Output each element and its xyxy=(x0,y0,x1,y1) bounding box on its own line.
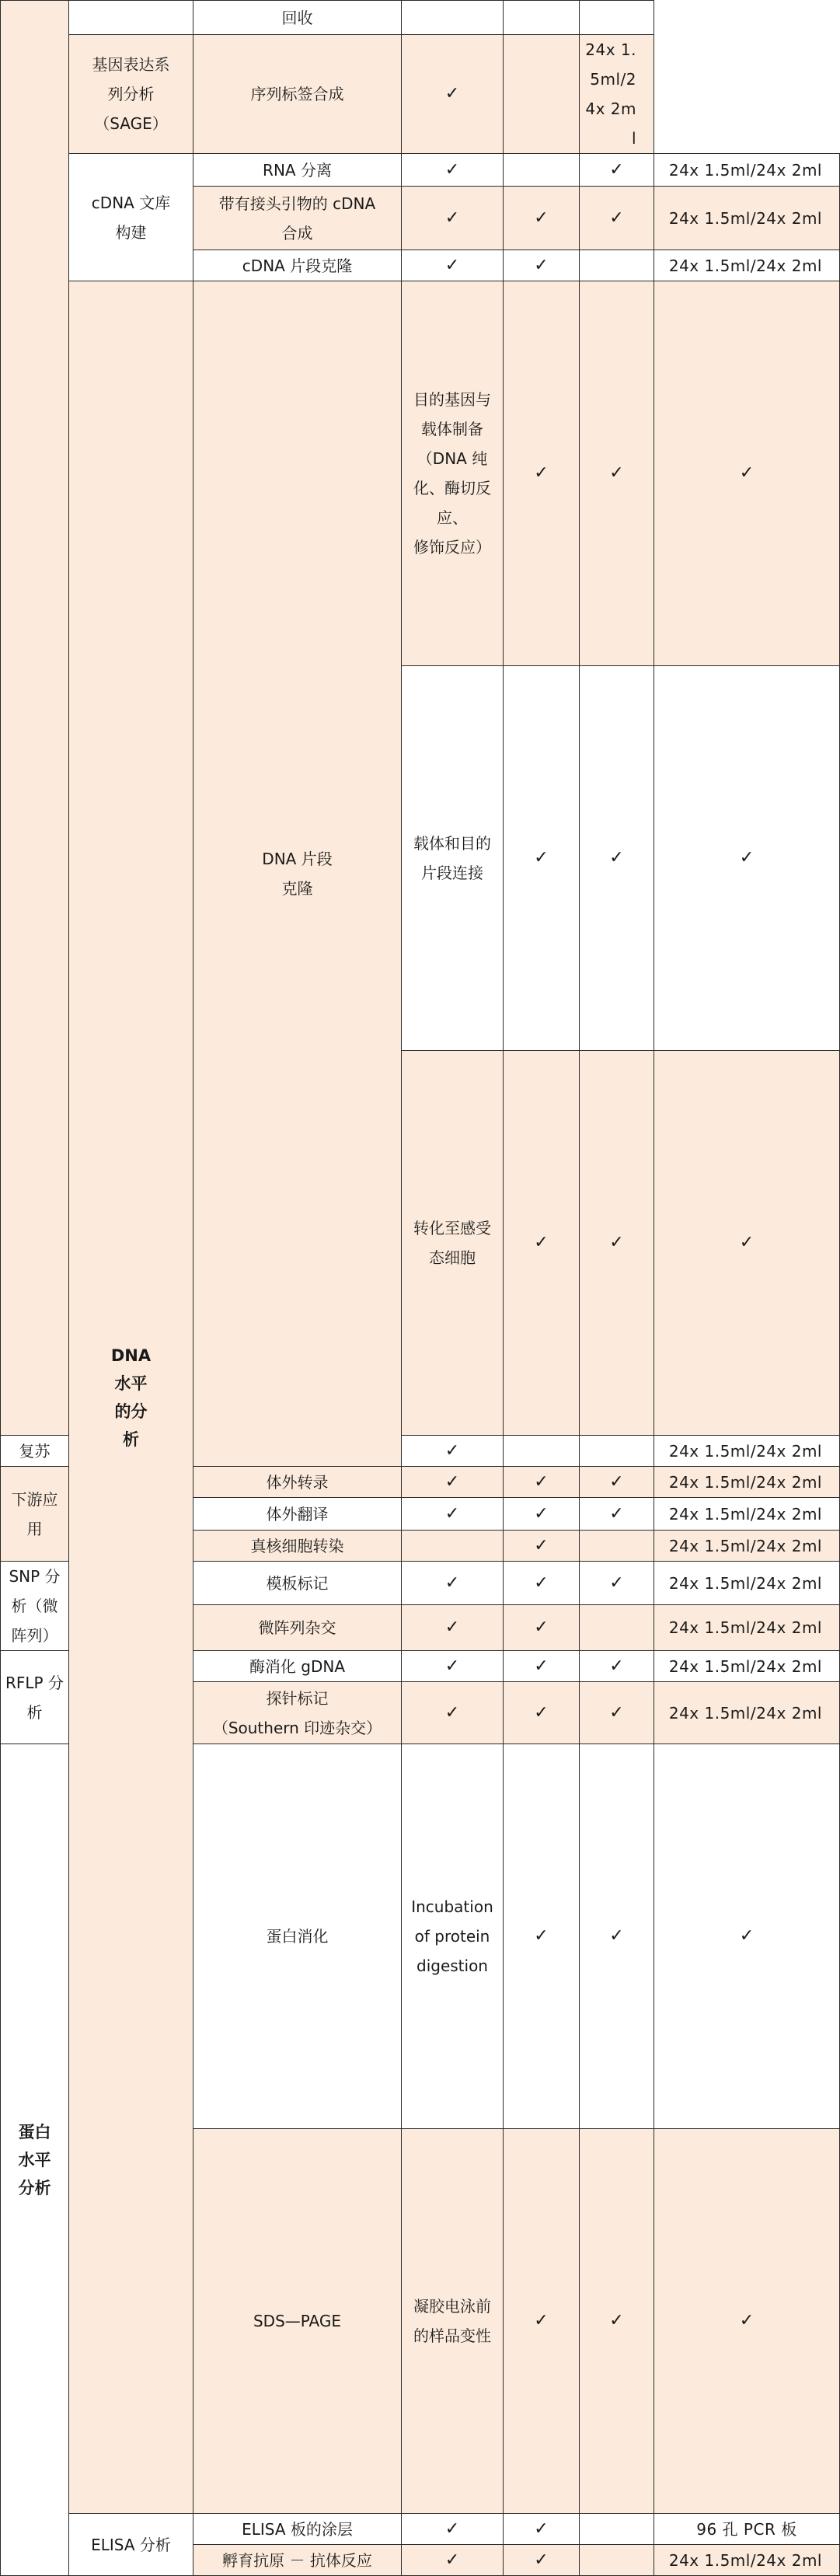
step-cell xyxy=(193,250,402,281)
cell-text: 24x 1.5ml/24x 2ml xyxy=(668,160,822,180)
step-cell xyxy=(402,2129,504,2514)
check-mark-icon xyxy=(402,1467,504,1498)
tube-format-cell xyxy=(654,1498,840,1531)
step-cell xyxy=(193,1,402,35)
cell-text: ✓ xyxy=(444,208,460,228)
check-mark-icon xyxy=(504,1531,580,1562)
tube-format-cell xyxy=(654,2545,840,2576)
check-mark-icon xyxy=(580,1562,654,1605)
check-cell-b xyxy=(504,1436,580,1467)
cell-text: 24x 1.5ml/24x 2ml xyxy=(668,1441,822,1461)
table-row xyxy=(1,35,840,154)
cell-text: 24x 1.5ml/24x 2ml xyxy=(668,1472,822,1492)
cell-text: 蛋白 xyxy=(18,2122,51,2141)
check-mark-icon xyxy=(580,154,654,187)
cell-text: 析 xyxy=(123,1429,139,1449)
check-mark-icon xyxy=(504,1467,580,1498)
cell-text: DNA 片段 xyxy=(262,850,333,868)
check-mark-icon xyxy=(654,2129,840,2514)
cell-text: ✓ xyxy=(609,463,624,483)
step-cell xyxy=(193,154,402,187)
cell-text: ✓ xyxy=(739,848,755,867)
tube-format-cell xyxy=(654,1605,840,1651)
cell-text: 24x 1.5ml/24x 2ml xyxy=(668,208,822,228)
step-cell xyxy=(193,1562,402,1605)
method-cell xyxy=(1,1467,69,1562)
check-mark-icon xyxy=(504,281,580,666)
method-cell xyxy=(193,281,402,1467)
check-mark-icon xyxy=(580,1651,654,1682)
cell-text: 96 孔 PCR 板 xyxy=(696,2519,797,2539)
cell-text: ✓ xyxy=(534,2311,549,2330)
cell-text: 24x 1.5ml/24x 2ml xyxy=(668,1656,822,1676)
table-row xyxy=(1,281,840,666)
method-cell xyxy=(1,1651,69,1744)
cell-text: 合成 xyxy=(281,223,313,243)
check-cell-b xyxy=(504,154,580,187)
tube-format-cell xyxy=(654,154,840,187)
cell-text: ✓ xyxy=(534,463,549,483)
check-mark-icon xyxy=(654,1744,840,2129)
cell-text: 24x 1.5ml/24x 2ml xyxy=(585,40,636,148)
cell-text: ✓ xyxy=(534,2518,549,2539)
step-cell xyxy=(193,2545,402,2576)
cell-text: 24x 1.5ml/24x 2ml xyxy=(668,1536,822,1555)
cell-text: SDS—PAGE xyxy=(253,2312,342,2330)
check-cell-c xyxy=(580,2514,654,2545)
cell-text: ✓ xyxy=(534,208,549,228)
cell-text: 带有接头引物的 cDNA xyxy=(218,194,376,213)
cell-text: 孵育抗原 － 抗体反应 xyxy=(222,2550,372,2570)
cell-text: RFLP 分析 xyxy=(5,1673,64,1722)
cell-text: ✓ xyxy=(739,463,755,483)
cell-text: 体外转录 xyxy=(266,1472,329,1492)
cell-text: ✓ xyxy=(444,84,460,103)
cell-text: 24x 1.5ml/24x 2ml xyxy=(668,1703,822,1723)
cell-text: ✓ xyxy=(534,1702,549,1723)
cell-text: 凝胶电泳前的样品变性 xyxy=(413,2297,491,2345)
cell-text: cDNA 片段克隆 xyxy=(242,256,353,275)
step-cell xyxy=(402,281,504,666)
cell-text: ELISA 分析 xyxy=(91,2535,171,2554)
check-mark-icon xyxy=(654,281,840,666)
cell-text: ✓ xyxy=(609,1572,624,1593)
cell-text: ✓ xyxy=(444,1471,460,1492)
cell-text: 酶消化 gDNA xyxy=(249,1656,346,1676)
cell-text: RNA 分离 xyxy=(263,160,332,180)
cell-text: ✓ xyxy=(609,159,624,180)
method-cell xyxy=(69,35,193,154)
cell-text: 的分 xyxy=(114,1401,148,1421)
tube-format-cell xyxy=(654,1562,840,1605)
check-mark-icon xyxy=(504,2514,580,2545)
cell-text: 基因表达系 xyxy=(92,55,170,74)
table-row xyxy=(1,1,840,35)
check-mark-icon xyxy=(402,154,504,187)
cell-text: ✓ xyxy=(534,1233,549,1252)
cell-text: 体外翻译 xyxy=(266,1504,329,1524)
cell-text: ✓ xyxy=(444,1440,460,1461)
cell-text: ✓ xyxy=(609,1233,624,1252)
check-mark-icon xyxy=(504,1051,580,1436)
cell-text: 修饰反应） xyxy=(413,538,491,557)
cell-text: ✓ xyxy=(609,848,624,867)
cell-text: 转化至感受态细胞 xyxy=(413,1219,491,1267)
cell-text: ✓ xyxy=(444,2550,460,2570)
check-mark-icon xyxy=(504,1651,580,1682)
cell-text: ✓ xyxy=(739,1926,755,1946)
category-cell xyxy=(69,281,193,2514)
cell-text: （Southern 印迹杂交） xyxy=(212,1718,382,1737)
cell-text: Incubation of protein xyxy=(411,1897,493,1946)
cell-text: 回收 xyxy=(281,8,313,27)
cell-text: 列分析 xyxy=(107,85,155,103)
cell-text: 微阵列杂交 xyxy=(258,1618,336,1638)
step-cell xyxy=(193,35,402,154)
check-mark-icon xyxy=(504,250,580,281)
check-mark-icon xyxy=(504,666,580,1051)
check-mark-icon xyxy=(580,281,654,666)
check-mark-icon xyxy=(580,1051,654,1436)
step-cell xyxy=(402,1051,504,1436)
method-cell xyxy=(69,1,193,35)
tube-format-cell xyxy=(580,1,654,35)
cell-text: 24x 1.5ml/24x 2ml xyxy=(668,2550,822,2570)
table-body xyxy=(1,1,840,2576)
check-mark-icon xyxy=(402,1498,504,1531)
cell-text: ✓ xyxy=(444,255,460,275)
cell-text: 24x 1.5ml/24x 2ml xyxy=(668,1618,822,1638)
step-cell xyxy=(193,2514,402,2545)
cell-text: ✓ xyxy=(609,1656,624,1676)
cell-text: ✓ xyxy=(534,848,549,867)
step-cell xyxy=(193,1682,402,1744)
tube-format-cell xyxy=(654,1436,840,1467)
cell-text: ✓ xyxy=(444,1656,460,1676)
check-mark-icon xyxy=(504,1498,580,1531)
cell-text: ✓ xyxy=(609,1503,624,1524)
cell-text: ✓ xyxy=(534,1572,549,1593)
cell-text: 水平 xyxy=(114,1374,148,1393)
check-mark-icon xyxy=(402,2545,504,2576)
tube-format-cell xyxy=(580,35,654,154)
check-mark-icon xyxy=(580,1467,654,1498)
check-mark-icon xyxy=(402,187,504,250)
cell-text: SNP 分析（微 xyxy=(9,1567,61,1615)
method-cell xyxy=(1,1562,69,1651)
check-mark-icon xyxy=(654,666,840,1051)
check-mark-icon xyxy=(402,2514,504,2545)
cell-text: （SAGE） xyxy=(94,114,168,133)
cell-text: 真核细胞转染 xyxy=(250,1536,344,1555)
step-cell xyxy=(193,187,402,250)
cell-text: ✓ xyxy=(534,1926,549,1946)
cell-text: 24x 1.5ml/24x 2ml xyxy=(668,1573,822,1593)
cell-text: ✓ xyxy=(534,255,549,275)
check-mark-icon xyxy=(654,1051,840,1436)
cell-text: 复苏 xyxy=(19,1441,51,1461)
cell-text: ✓ xyxy=(534,1618,549,1638)
category-cell xyxy=(1,1,69,1436)
step-cell xyxy=(402,666,504,1051)
cell-text: ✓ xyxy=(444,2518,460,2539)
cell-text: （DNA 纯化、酶切反应、 xyxy=(413,449,491,527)
table-row xyxy=(1,2514,840,2545)
tube-format-cell xyxy=(654,1531,840,1562)
cell-text: ELISA 板的涂层 xyxy=(242,2519,353,2539)
check-cell-b xyxy=(504,35,580,154)
check-mark-icon xyxy=(504,1605,580,1651)
tube-format-cell xyxy=(654,250,840,281)
cell-text: cDNA 文库 xyxy=(91,193,171,212)
step-cell xyxy=(1,1436,69,1467)
cell-text: 24x 1.5ml/24x 2ml xyxy=(668,1504,822,1524)
cell-text: 阵列） xyxy=(11,1626,58,1645)
check-mark-icon xyxy=(402,1682,504,1744)
step-cell xyxy=(193,1498,402,1531)
cell-text: 序列标签合成 xyxy=(250,85,344,103)
check-mark-icon xyxy=(402,1605,504,1651)
cell-text: ✓ xyxy=(609,1926,624,1946)
check-mark-icon xyxy=(504,2545,580,2576)
method-cell xyxy=(193,2129,402,2514)
check-cell-c xyxy=(580,250,654,281)
check-mark-icon xyxy=(580,2129,654,2514)
tube-format-cell xyxy=(654,1651,840,1682)
cell-text: ✓ xyxy=(444,1618,460,1638)
cell-text: 模板标记 xyxy=(266,1573,329,1593)
check-mark-icon xyxy=(580,1744,654,2129)
step-cell xyxy=(193,1531,402,1562)
check-cell-a xyxy=(402,1531,504,1562)
cell-text: ✓ xyxy=(534,1656,549,1676)
cell-text: ✓ xyxy=(739,1233,755,1252)
method-cell xyxy=(69,154,193,281)
check-mark-icon xyxy=(504,1744,580,2129)
check-mark-icon xyxy=(402,1651,504,1682)
check-mark-icon xyxy=(580,187,654,250)
method-cell xyxy=(193,1744,402,2129)
check-mark-icon xyxy=(580,666,654,1051)
cell-text: 克隆 xyxy=(281,879,313,898)
cell-text: ✓ xyxy=(609,1471,624,1492)
check-cell-c xyxy=(580,1605,654,1651)
check-cell-c xyxy=(580,1436,654,1467)
check-mark-icon xyxy=(580,1498,654,1531)
cell-text: 目的基因与载体制备 xyxy=(413,390,491,438)
tube-format-cell xyxy=(654,1467,840,1498)
cell-text: 构建 xyxy=(115,222,147,242)
cell-text: 蛋白消化 xyxy=(266,1927,329,1946)
cell-text: ✓ xyxy=(534,2550,549,2570)
tube-format-cell xyxy=(654,1682,840,1744)
cell-text: 24x 1.5ml/24x 2ml xyxy=(668,256,822,275)
cell-text: 下游应用 xyxy=(11,1489,58,1538)
check-cell-b xyxy=(504,1,580,35)
method-cell xyxy=(69,2514,193,2576)
check-mark-icon xyxy=(580,1682,654,1744)
cell-text: 探针标记 xyxy=(266,1688,329,1708)
check-mark-icon xyxy=(504,2129,580,2514)
cell-text: DNA xyxy=(110,1346,152,1365)
cell-text: ✓ xyxy=(444,159,460,180)
cell-text: ✓ xyxy=(444,1572,460,1593)
cell-text: ✓ xyxy=(609,1702,624,1723)
cell-text: ✓ xyxy=(739,2311,755,2330)
cell-text: ✓ xyxy=(444,1503,460,1524)
cell-text: ✓ xyxy=(609,208,624,228)
cell-text: digestion xyxy=(417,1956,488,1975)
check-mark-icon xyxy=(402,250,504,281)
cell-text: ✓ xyxy=(609,2311,624,2330)
step-cell xyxy=(193,1605,402,1651)
cell-text: ✓ xyxy=(534,1471,549,1492)
check-cell-c xyxy=(580,1531,654,1562)
cell-text: 载体和目的片段连接 xyxy=(413,834,491,882)
step-cell xyxy=(402,1744,504,2129)
step-cell xyxy=(193,1467,402,1498)
check-cell-a xyxy=(402,1,504,35)
table-row xyxy=(1,154,840,187)
check-mark-icon xyxy=(402,35,504,154)
check-mark-icon xyxy=(504,1562,580,1605)
category-cell xyxy=(1,1744,69,2576)
check-cell-c xyxy=(580,2545,654,2576)
cell-text: ✓ xyxy=(534,1503,549,1524)
tube-format-cell xyxy=(654,2514,840,2545)
check-mark-icon xyxy=(504,1682,580,1744)
cell-text: 水平 xyxy=(18,2150,51,2169)
cell-text: ✓ xyxy=(534,1535,549,1555)
tube-format-cell xyxy=(654,187,840,250)
cell-text: ✓ xyxy=(444,1702,460,1723)
cell-text: 分析 xyxy=(18,2178,51,2197)
step-cell xyxy=(193,1651,402,1682)
check-mark-icon xyxy=(402,1436,504,1467)
check-mark-icon xyxy=(402,1562,504,1605)
check-mark-icon xyxy=(504,187,580,250)
